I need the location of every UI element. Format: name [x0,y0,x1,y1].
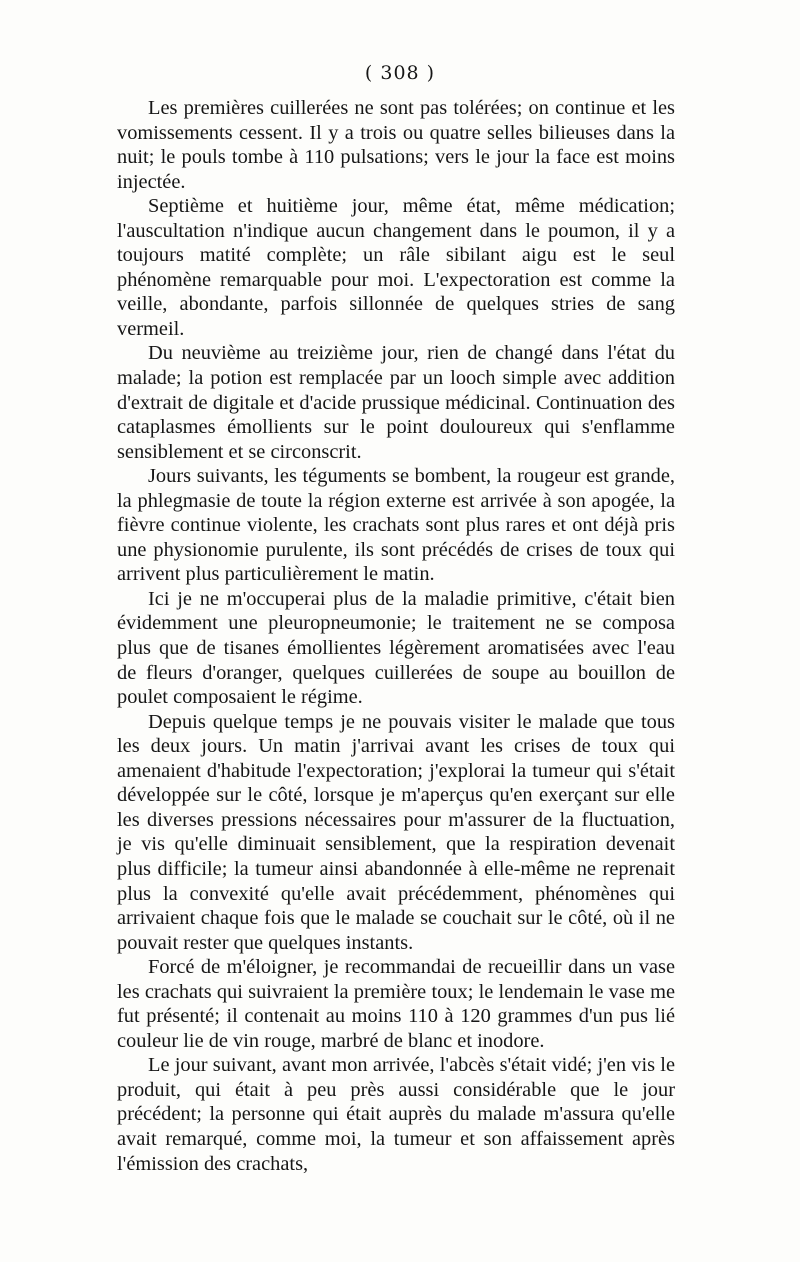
paragraph: Ici je ne m'occuperai plus de la maladie primitive, c'était bien évidemment une pleuropneumonie; le traitement ne se composa plus que de tisanes émollientes légèrement aromatisées avec l'eau de fleurs d'oranger, quelques cuillerées de soupe au bouillon de poulet composaient le régime. [117,587,675,709]
page-number: ( 308 ) [364,62,436,84]
paragraph: Jours suivants, les téguments se bombent, la rougeur est grande, la phlegmasie de toute la région externe est arrivée à son apogée, la fièvre continue violente, les crachats sont plus rares et ont déjà pris une physionomie purulente, ils sont précédés de crises de toux qui arrivent plus particulièrement le matin. [117,465,675,586]
paragraph: Les premières cuillerées ne sont pas tolérées; on continue et les vomissements cessent. Il y a trois ou quatre selles bilieuses dans la nuit; le pouls tombe à 110 pulsations; vers le jour la face est moins injectée. [117,97,675,193]
paragraph: Septième et huitième jour, même état, même médication; l'auscultation n'indique aucun changement dans le poumon, il y a toujours matité complète; un râle sibilant aigu est le seul phénomène remarquable pour moi. L'expectoration est comme la veille, abondante, parfois sillonnée de quelques stries de sang vermeil. [117,195,675,340]
paragraph: Depuis quelque temps je ne pouvais visiter le malade que tous les deux jours. Un matin j'arrivai avant les crises de toux qui amenaient d'habitude l'expectoration; j'explorai la tumeur qui s'était développée sur le côté, lorsque je m'aperçus qu'en exerçant sur elle les diverses pressions nécessaires pour m'assurer de la fluctuation, je vis qu'elle diminuait sensiblement, que la respiration devenait plus difficile; la tumeur ainsi abandonnée à elle-même ne reprenait plus la convexité qu'elle avait précédemment, phénomènes qui arrivaient chaque fois que le malade se couchait sur le côté, où il ne pouvait rester que quelques instants. [117,710,675,954]
paragraph: Du neuvième au treizième jour, rien de changé dans l'état du malade; la potion est remplacée par un looch simple avec addition d'extrait de digitale et d'acide prussique médicinal. Continuation des cataplasmes émollients sur le point douloureux qui s'enflamme sensiblement et se circonscrit. [117,342,675,463]
paragraph: Forcé de m'éloigner, je recommandai de recueillir dans un vase les crachats qui suivraient la première toux; le lendemain le vase me fut présenté; il contenait au moins 110 à 120 grammes d'un pus lié couleur lie de vin rouge, marbré de blanc et inodore. [117,956,675,1052]
body-text [117,96,675,1176]
paragraph: Le jour suivant, avant mon arrivée, l'abcès s'était vidé; j'en vis le produit, qui était à peu près aussi considérable que le jour précédent; la personne qui était auprès du malade m'assura qu'elle avait remarqué, comme moi, la tumeur et son affaissement après l'émission des crachats, [117,1054,675,1175]
